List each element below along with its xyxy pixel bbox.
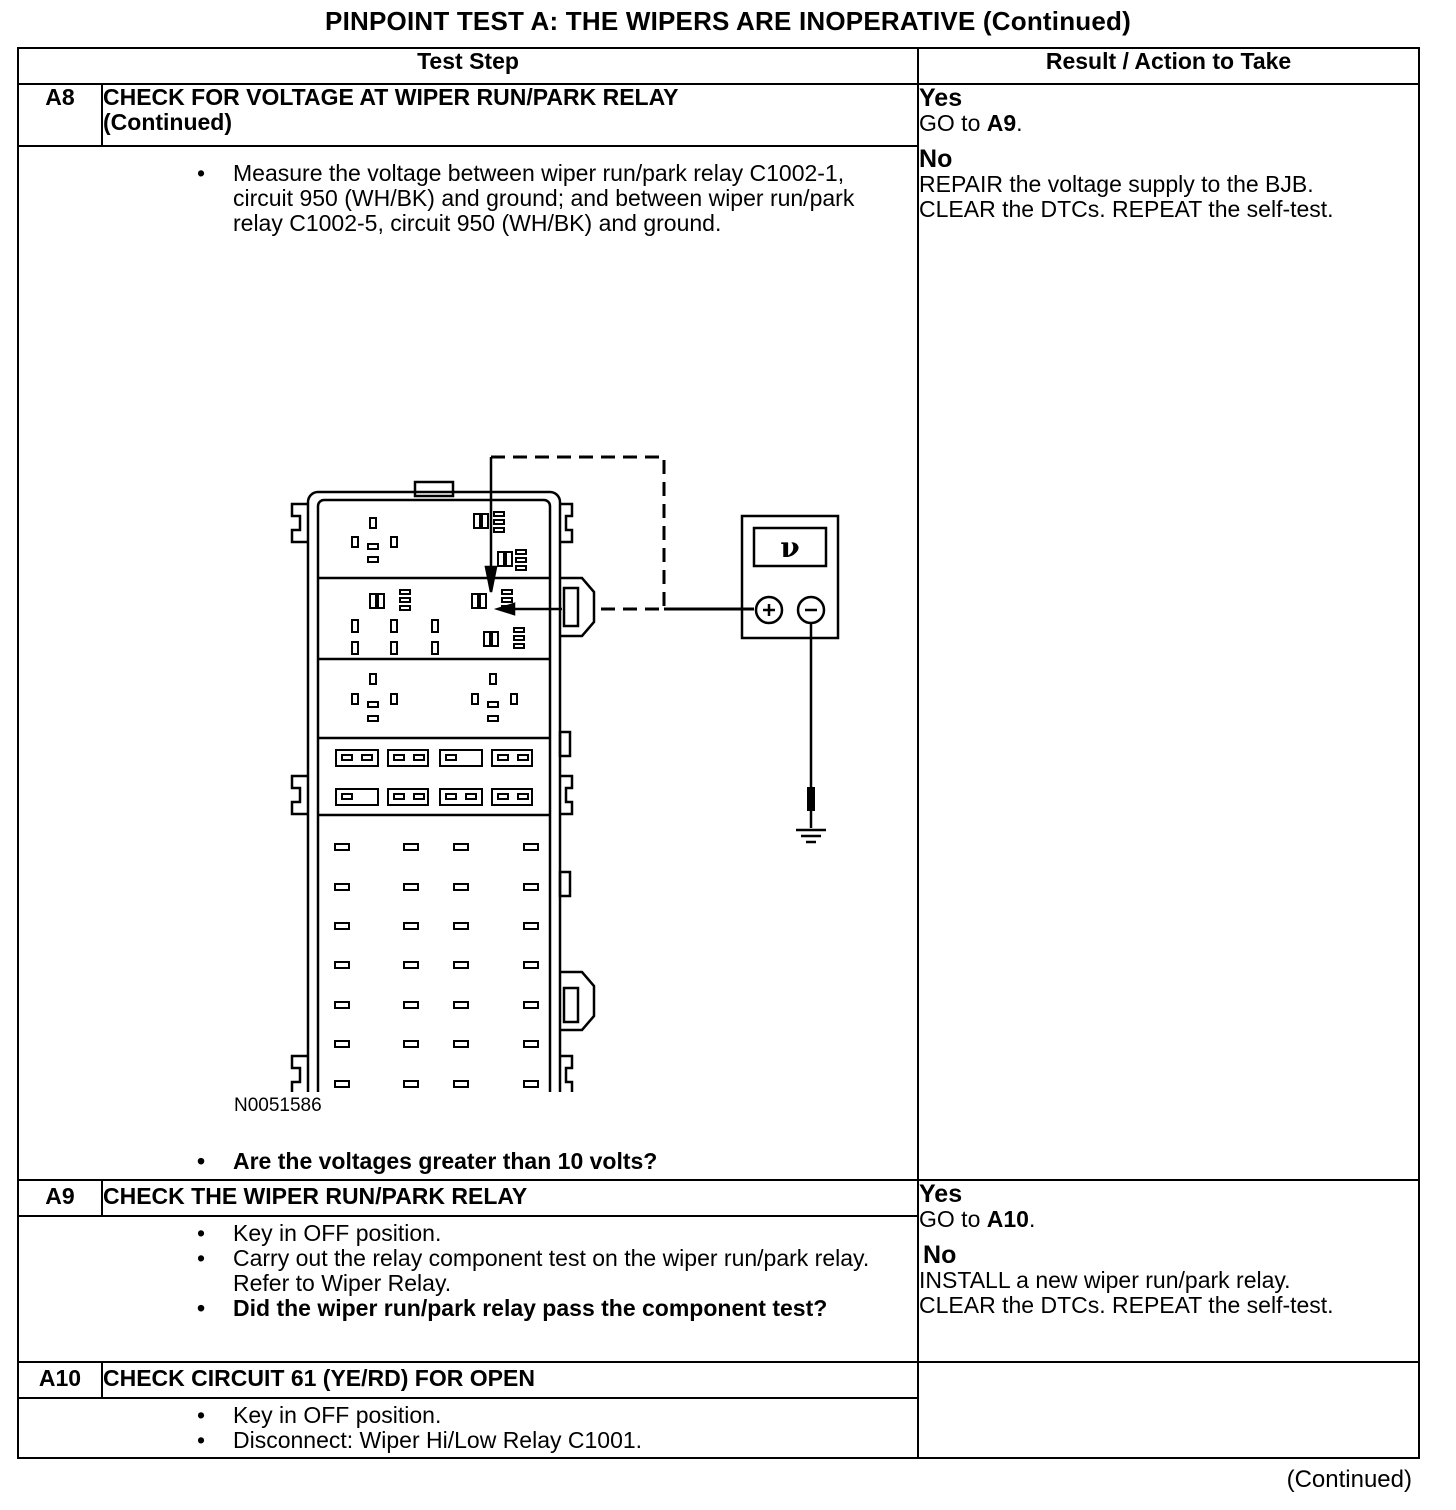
goto-ref-a10: A10 bbox=[986, 1206, 1029, 1232]
voltmeter-symbol: ν bbox=[780, 531, 800, 564]
ground-probe bbox=[807, 787, 815, 811]
step-a8-bullets bbox=[102, 161, 917, 236]
pinpoint-test-table bbox=[17, 47, 1420, 1459]
step-title-a8 bbox=[102, 84, 918, 146]
result-no-action-a9-line2: CLEAR the DTCs. REPEAT the self-test. bbox=[919, 1292, 1334, 1318]
step-spacer-a8 bbox=[18, 146, 102, 1180]
step-number-a8: A8 bbox=[18, 84, 102, 146]
result-yes-action-a8: GO to A9. bbox=[919, 110, 1023, 136]
step-spacer-a9 bbox=[18, 1216, 102, 1362]
result-cell-a8 bbox=[918, 84, 1419, 1180]
result-cell-a10 bbox=[918, 1362, 1419, 1458]
bullet-relay-test: • Carry out the relay component test on the wiper run/park relay. Refer to Wiper Relay. bbox=[233, 1246, 917, 1296]
question-a8: • Are the voltages greater than 10 volts? bbox=[233, 1149, 657, 1174]
step-title-a10: CHECK CIRCUIT 61 (YE/RD) FOR OPEN bbox=[102, 1362, 918, 1398]
result-no-label-a9: No bbox=[923, 1241, 957, 1269]
step-body-a10 bbox=[102, 1398, 918, 1458]
bullet-key-off-a9: • Key in OFF position. bbox=[233, 1221, 917, 1246]
step-body-a9 bbox=[102, 1216, 918, 1362]
maxi-fuse-slots bbox=[335, 844, 538, 1087]
step-a8-question-list bbox=[102, 1149, 657, 1174]
result-no-action-a8-line1: REPAIR the voltage supply to the BJB. bbox=[919, 171, 1314, 197]
header-test-step: Test Step bbox=[18, 48, 918, 84]
result-yes-label-a9: Yes bbox=[919, 1180, 963, 1208]
bjb-voltage-diagram bbox=[102, 292, 918, 1092]
figure-id: N0051586 bbox=[234, 1095, 322, 1116]
step-body-a8 bbox=[102, 146, 918, 1180]
step-title-a8-line2: (Continued) bbox=[103, 109, 233, 135]
result-yes-label-a8: Yes bbox=[919, 84, 963, 112]
result-yes-action-a9: GO to A10. bbox=[919, 1206, 1036, 1232]
bullet-disconnect-c1001: • Disconnect: Wiper Hi/Low Relay C1001. bbox=[233, 1428, 917, 1453]
result-no-label-a8: No bbox=[919, 145, 953, 173]
header-result-action: Result / Action to Take bbox=[918, 48, 1419, 84]
result-no-action-a8-line2: CLEAR the DTCs. REPEAT the self-test. bbox=[919, 196, 1334, 222]
result-cell-a9 bbox=[918, 1180, 1419, 1362]
continued-footer: (Continued) bbox=[1286, 1466, 1412, 1493]
step-title-a9: CHECK THE WIPER RUN/PARK RELAY bbox=[102, 1180, 918, 1216]
bullet-measure-voltage: • Measure the voltage between wiper run/park relay C1002-1, circuit 950 (WH/BK) and ground; and between wiper run/park relay C1002-5, circuit 950 (WH/BK) and ground. bbox=[233, 161, 917, 236]
ground-symbol bbox=[796, 830, 826, 842]
bullet-key-off-a10: • Key in OFF position. bbox=[233, 1403, 917, 1428]
step-number-a9: A9 bbox=[18, 1180, 102, 1216]
goto-ref-a9: A9 bbox=[986, 110, 1017, 136]
result-no-action-a9-line1: INSTALL a new wiper run/park relay. bbox=[919, 1267, 1291, 1293]
step-spacer-a10 bbox=[18, 1398, 102, 1458]
step-a9-bullets bbox=[102, 1221, 917, 1321]
step-title-a8-line1: CHECK FOR VOLTAGE AT WIPER RUN/PARK RELAY bbox=[103, 84, 679, 110]
step-number-a10: A10 bbox=[18, 1362, 102, 1398]
question-a9: • Did the wiper run/park relay pass the component test? bbox=[233, 1296, 917, 1321]
step-a10-bullets bbox=[102, 1403, 917, 1453]
page-title: PINPOINT TEST A: THE WIPERS ARE INOPERATIVE (Continued) bbox=[325, 6, 1131, 36]
